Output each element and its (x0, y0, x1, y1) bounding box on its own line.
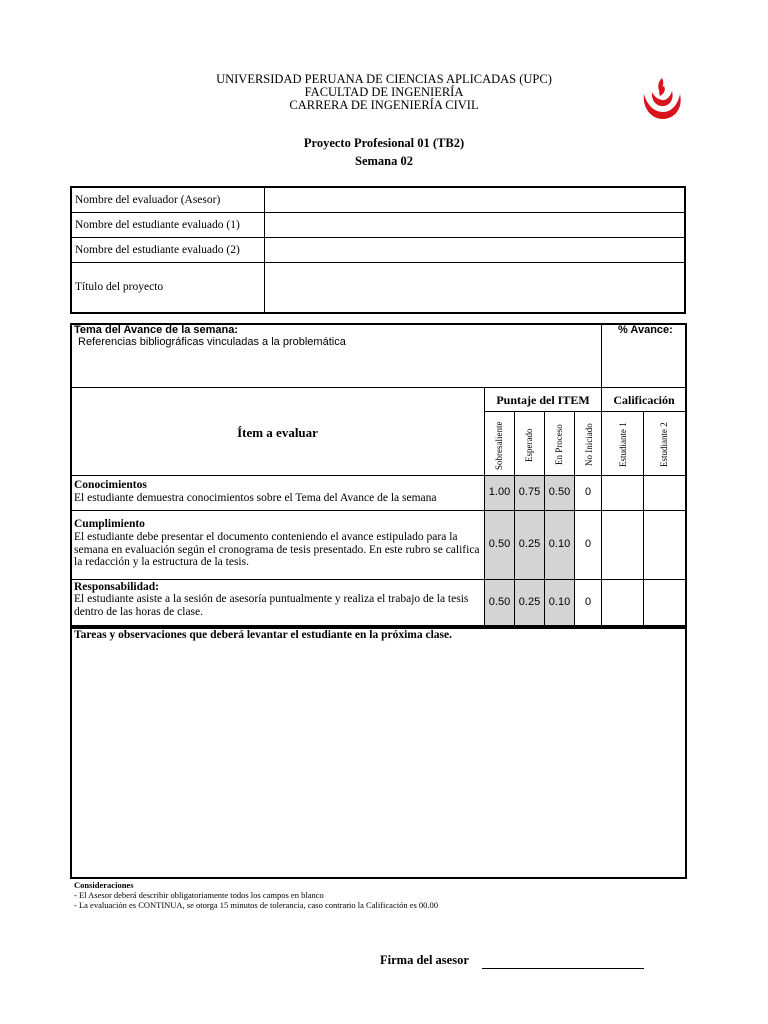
score-value: 0.25 (518, 538, 541, 550)
grade-cell[interactable] (644, 476, 686, 510)
score-value: 0 (584, 538, 592, 550)
score-value: 0 (584, 596, 592, 608)
faculty-name: FACULTAD DE INGENIERÍA (304, 85, 464, 99)
info-label: Nombre del estudiante evaluado (1) (71, 212, 265, 237)
info-table (70, 186, 686, 314)
info-row (71, 187, 685, 212)
score-value: 0.50 (488, 538, 511, 550)
progress-label: % Avance: (618, 324, 673, 336)
info-value-field[interactable] (265, 212, 686, 237)
topic-value: Referencias bibliográficas vinculadas a la problemática (78, 336, 346, 348)
item-title: Cumplimiento (74, 518, 145, 530)
tasks-label: Tareas y observaciones que deberá levantar el estudiante en la próxima clase. (74, 629, 452, 641)
score-value: 0.50 (488, 596, 511, 608)
project-title: Proyecto Profesional 01 (TB2) (303, 136, 465, 150)
item-header: Ítem a evaluar (237, 425, 318, 440)
grade-header: Calificación (613, 393, 675, 407)
item-title: Conocimientos (74, 479, 147, 491)
score-col-header: Sobresaliente (494, 421, 504, 470)
item-description: El estudiante demuestra conocimientos sobre el Tema del Avance de la semana (74, 492, 437, 504)
career-name: CARRERA DE INGENIERÍA CIVIL (289, 98, 479, 112)
topic-label: Tema del Avance de la semana: (74, 324, 239, 336)
score-value: 0.10 (548, 596, 571, 608)
info-row (71, 262, 685, 313)
consideration-line: - La evaluación es CONTINUA, se otorga 15 minutos de tolerancia, caso contrario la Calificación es 00.00 (74, 900, 439, 910)
score-value: 0.50 (548, 486, 571, 498)
week-title: Semana 02 (355, 154, 413, 168)
score-col-header: Esperado (524, 428, 534, 462)
university-name: UNIVERSIDAD PERUANA DE CIENCIAS APLICADAS (UPC) (216, 72, 552, 86)
score-col-header: En Proceso (554, 424, 564, 465)
score-value: 0.75 (518, 486, 541, 498)
considerations-title: Consideraciones (74, 880, 134, 890)
score-col-header: No Iniciado (584, 423, 594, 466)
item-description: El estudiante debe presentar el documento conteniendo el avance estipulado para la semana en evaluación según el cronograma de tesis presentado. En este rubro se califica la redacción y la estructura de la tesis. (74, 531, 480, 568)
score-value: 0.10 (548, 538, 571, 550)
info-value-field[interactable] (265, 187, 686, 212)
upc-logo (636, 74, 686, 124)
info-label: Título del proyecto (71, 262, 265, 313)
signature-line[interactable] (482, 968, 644, 969)
item-description: El estudiante asiste a la sesión de asesoría puntualmente y realiza el trabajo de la tesis dentro de las horas de clase. (74, 593, 469, 618)
info-row (71, 237, 685, 262)
grade-col-header: Estudiante 2 (659, 422, 669, 467)
tasks-box[interactable] (70, 627, 687, 879)
grade-cell[interactable] (602, 476, 643, 510)
item-title: Responsabilidad: (74, 581, 160, 593)
info-value-field[interactable] (265, 237, 686, 262)
consideration-line: - El Asesor deberá describir obligatoriamente todos los campos en blanco (74, 890, 324, 900)
info-label: Nombre del evaluador (Asesor) (71, 187, 265, 212)
score-value: 0.25 (518, 596, 541, 608)
score-header: Puntaje del ITEM (496, 393, 590, 407)
info-label: Nombre del estudiante evaluado (2) (71, 237, 265, 262)
score-value: 1.00 (488, 486, 511, 498)
info-row (71, 212, 685, 237)
score-value: 0 (584, 486, 592, 498)
signature-label: Firma del asesor (380, 953, 469, 967)
info-value-field[interactable] (265, 262, 686, 313)
grade-col-header: Estudiante 1 (618, 422, 628, 467)
